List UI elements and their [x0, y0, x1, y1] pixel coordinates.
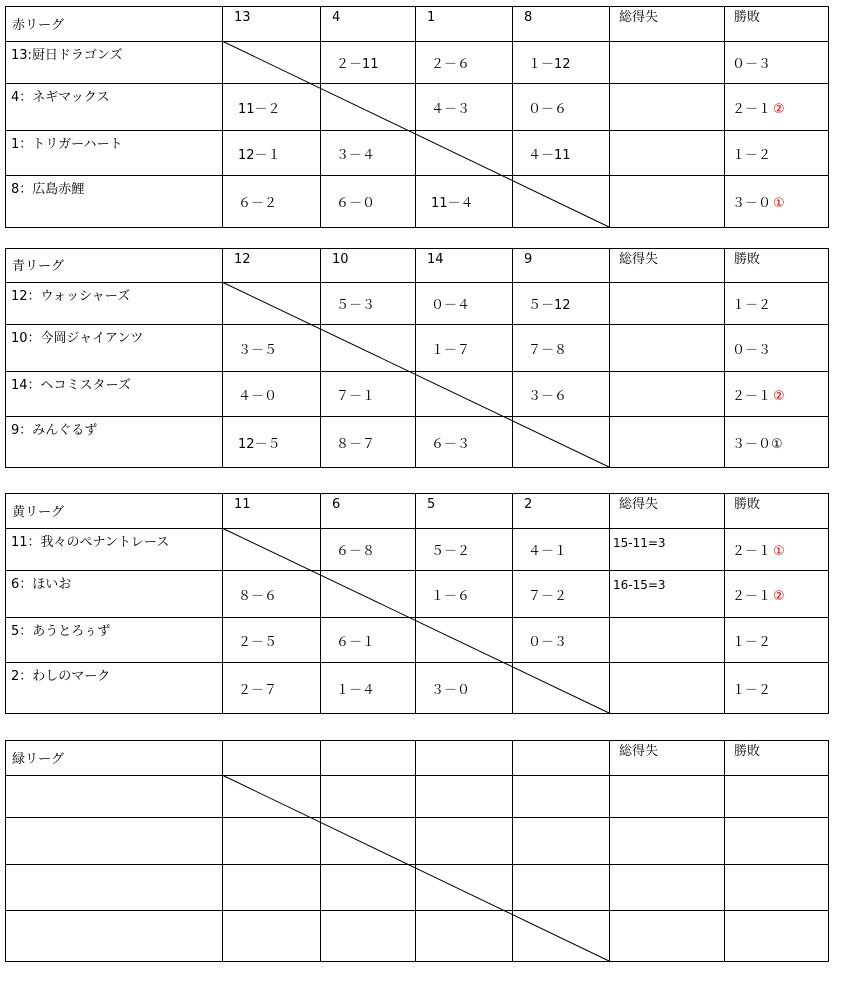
- win-loss-value: ３－０: [732, 196, 772, 211]
- column-header: 8: [524, 10, 533, 25]
- win-loss-value: １－２: [732, 298, 772, 313]
- score-cell: ３－４: [336, 148, 376, 163]
- rank-mark: ②: [773, 389, 785, 404]
- column-header: 9: [524, 252, 533, 267]
- league-name: 青リーグ: [12, 259, 65, 274]
- rank-mark: ①: [773, 544, 785, 559]
- score-cell: ２－６: [431, 57, 471, 72]
- score-cell: ５－２: [431, 544, 471, 559]
- win-loss-value: １－２: [732, 635, 772, 650]
- column-header: 総得失: [619, 10, 659, 25]
- column-header: 1: [427, 10, 436, 25]
- win-loss-value: ３－０①: [732, 437, 783, 452]
- score-cell: ２－７: [238, 683, 278, 698]
- score-cell: ７－８: [528, 343, 568, 358]
- score-cell: 11－４: [431, 196, 474, 211]
- league-name: 赤リーグ: [12, 18, 65, 33]
- column-header: 11: [234, 497, 251, 512]
- column-header: 12: [234, 252, 251, 267]
- score-cell: ３－６: [528, 389, 568, 404]
- team-name: 4：ネギマックス: [11, 90, 110, 105]
- score-cell: ６－８: [336, 544, 376, 559]
- rank-mark: ②: [773, 102, 785, 117]
- team-name: 6：ほいお: [11, 577, 72, 592]
- score-cell: ６－３: [431, 437, 471, 452]
- score-cell: ７－２: [528, 589, 568, 604]
- score-cell: ２－５: [238, 635, 278, 650]
- win-loss-cell: [732, 836, 734, 852]
- score-cell: 12－１: [238, 148, 281, 163]
- team-name: 14：ヘコミスターズ: [11, 378, 131, 393]
- score-cell: ５－３: [336, 298, 376, 313]
- score-cell: ６－０: [336, 196, 376, 211]
- score-cell: ８－６: [238, 589, 278, 604]
- column-header: 総得失: [619, 497, 659, 512]
- score-cell: ０－４: [431, 298, 471, 313]
- win-loss-cell: [732, 931, 734, 947]
- score-cell: ４－１: [528, 544, 568, 559]
- team-name: 5：あうとろぅず: [11, 624, 111, 639]
- win-loss-value: ２－１: [732, 544, 772, 559]
- column-header: 勝敗: [734, 497, 761, 512]
- score-cell: ０－６: [528, 102, 568, 117]
- score-cell: 12－５: [238, 437, 281, 452]
- win-loss-value: ２－１: [732, 102, 772, 117]
- score-cell: ３－０: [431, 683, 471, 698]
- goal-diff-cell: 15-11=3: [613, 536, 666, 550]
- score-cell: ４－０: [238, 389, 278, 404]
- rank-mark: ①: [773, 196, 785, 211]
- team-name: 2：わしのマーク: [11, 669, 111, 684]
- score-cell: ７－１: [336, 389, 376, 404]
- column-header: 13: [234, 10, 251, 25]
- score-cell: ３－５: [238, 343, 278, 358]
- team-name: 11：我々のペナントレース: [11, 535, 170, 550]
- score-cell: ０－３: [528, 635, 568, 650]
- league-name: 緑リーグ: [12, 752, 65, 767]
- win-loss-cell: [732, 882, 734, 898]
- win-loss-value: ２－１: [732, 589, 772, 604]
- win-loss-value: ０－３: [732, 57, 772, 72]
- column-header: 勝敗: [734, 252, 761, 267]
- score-cell: ６－２: [238, 196, 278, 211]
- score-cell: １－７: [431, 343, 471, 358]
- team-name: 9：みんぐるず: [11, 423, 98, 438]
- score-cell: ２－11: [336, 57, 379, 72]
- column-header: 勝敗: [734, 744, 761, 759]
- win-loss-value: １－２: [732, 683, 772, 698]
- score-cell: １－６: [431, 589, 471, 604]
- column-header: 2: [524, 497, 533, 512]
- score-cell: 11－２: [238, 102, 281, 117]
- score-cell: ６－１: [336, 635, 376, 650]
- win-loss-value: ０－３: [732, 343, 772, 358]
- team-name: 8：広島赤鯉: [11, 182, 85, 197]
- score-cell: ５－12: [528, 298, 571, 313]
- column-header: 6: [332, 497, 341, 512]
- column-header: 4: [332, 10, 341, 25]
- rank-mark: ②: [773, 589, 785, 604]
- column-header: 14: [427, 252, 444, 267]
- column-header: 総得失: [619, 744, 659, 759]
- team-name: 13:厨日ドラゴンズ: [11, 48, 123, 63]
- goal-diff-cell: 16-15=3: [613, 578, 666, 592]
- team-name: 1：トリガーハート: [11, 137, 123, 152]
- win-loss-value: ２－１: [732, 389, 772, 404]
- league-name: 黄リーグ: [12, 505, 65, 520]
- team-name: 12：ウォッシャーズ: [11, 289, 131, 304]
- win-loss-cell: [732, 791, 734, 807]
- score-cell: ４－11: [528, 148, 571, 163]
- diagonal-stroke: [222, 775, 609, 961]
- score-cell: ４－３: [431, 102, 471, 117]
- column-header: 10: [332, 252, 349, 267]
- team-name: 10：今岡ジャイアンツ: [11, 331, 144, 346]
- column-header: 勝敗: [734, 10, 761, 25]
- column-header: 総得失: [619, 252, 659, 267]
- column-header: 5: [427, 497, 436, 512]
- score-cell: １－12: [528, 57, 571, 72]
- score-cell: ８－７: [336, 437, 376, 452]
- score-cell: １－４: [336, 683, 376, 698]
- win-loss-value: １－２: [732, 148, 772, 163]
